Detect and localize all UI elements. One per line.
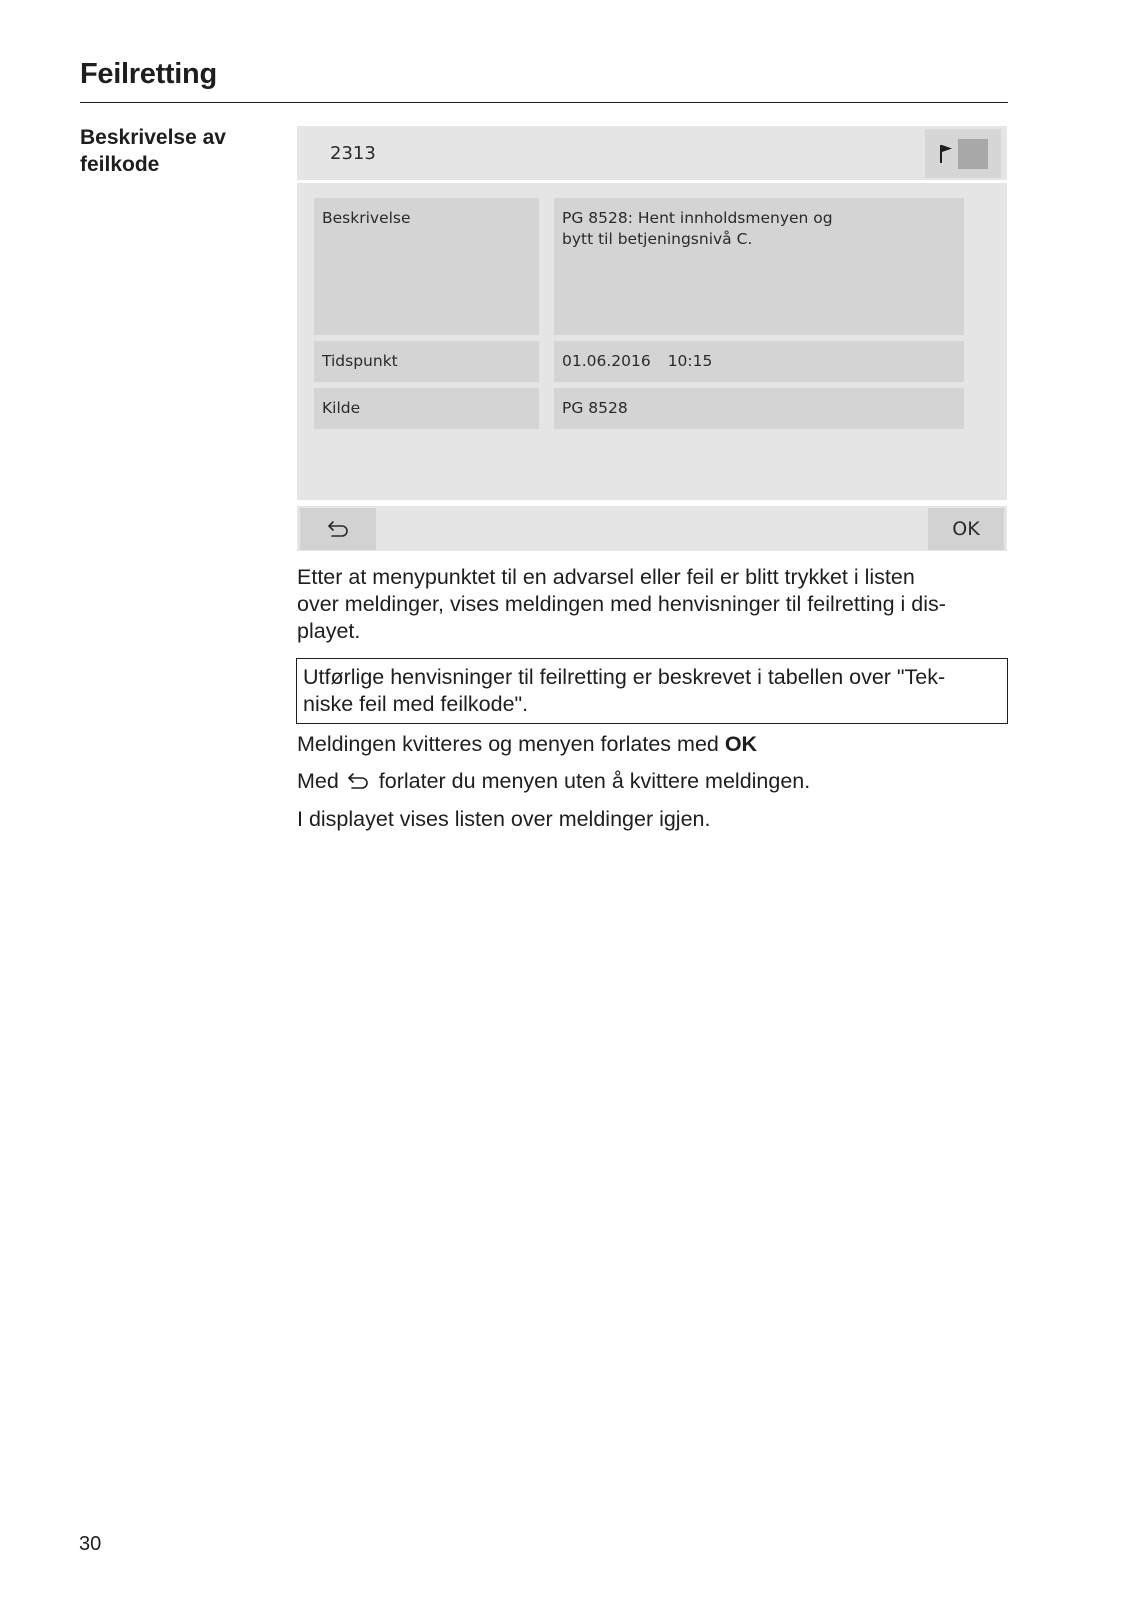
flag-icon	[939, 144, 953, 164]
back-button[interactable]	[300, 508, 376, 550]
page-number: 30	[79, 1533, 102, 1555]
error-code: 2313	[330, 143, 376, 164]
label-beskrivelse: Beskrivelse	[314, 198, 539, 335]
value-tidspunkt	[554, 341, 964, 382]
section-heading: Beskrivelse av feilkode	[80, 126, 226, 176]
ok-button[interactable]: OK	[928, 508, 1004, 550]
flag-button[interactable]	[925, 129, 1001, 178]
value-beskrivelse: PG 8528: Hent innholdsmenyen og bytt til betjeningsnivå C.	[554, 198, 964, 335]
paragraph-back: Med forlater du menyen uten å kvittere meldingen.	[297, 769, 811, 793]
display-body	[297, 183, 1007, 500]
status-square	[958, 139, 988, 169]
label-tidspunkt: Tidspunkt	[314, 341, 539, 382]
paragraph-intro: Etter at menypunktet til en advarsel eller feil er blitt trykket i listen over meldinger, vises meldingen med henvisninger til feilretting i dis- playet.	[297, 565, 946, 643]
paragraph-list: I displayet vises listen over meldinger igjen.	[297, 807, 711, 831]
back-arrow-icon	[346, 772, 370, 790]
display-header	[297, 126, 1007, 180]
title-divider	[80, 102, 1008, 103]
back-arrow-icon	[326, 520, 350, 538]
page-title: Feilretting	[80, 58, 217, 90]
value-kilde: PG 8528	[554, 388, 964, 429]
note-box: Utførlige henvisninger til feilretting er beskrevet i tabellen over "Tek- niske feil med feilkode".	[296, 658, 1008, 724]
paragraph-ok: Meldingen kvitteres og menyen forlates med OK	[297, 732, 758, 756]
time-value: 10:15	[667, 352, 713, 370]
display-screen	[297, 126, 1007, 551]
display-footer	[297, 506, 1007, 551]
ok-bold: OK	[724, 732, 758, 756]
label-kilde: Kilde	[314, 388, 539, 429]
date-value: 01.06.2016	[562, 352, 651, 370]
